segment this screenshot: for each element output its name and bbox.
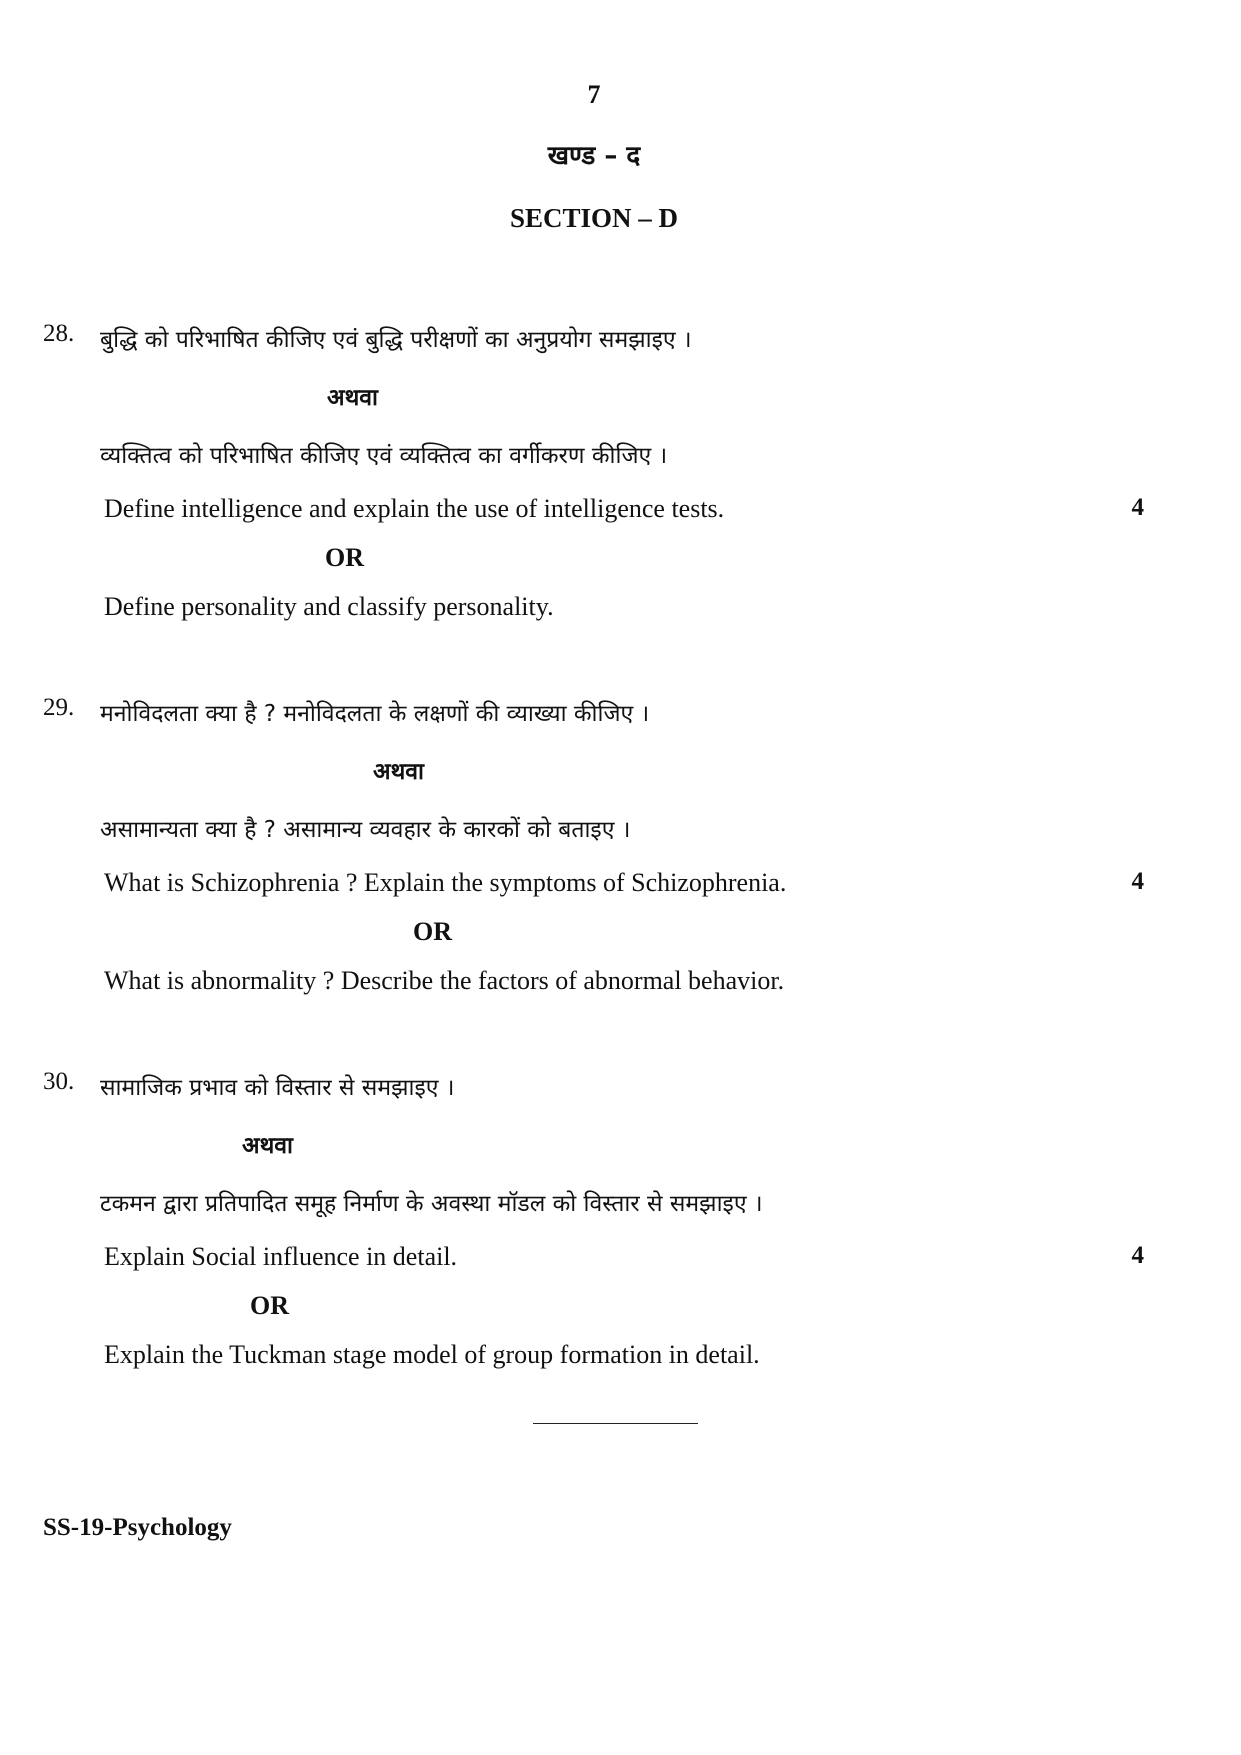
- or-label-hindi: अथवा: [373, 759, 425, 785]
- section-title-english: SECTION – D: [509, 203, 679, 233]
- or-label-hindi: अथवा: [327, 385, 379, 411]
- alternative-question-hindi: असामान्यता क्या है ? असामान्य व्यवहार के कारकों को बताइए ।: [100, 817, 631, 843]
- marks-label: 4: [1131, 1242, 1144, 1269]
- or-label-hindi: अथवा: [242, 1133, 294, 1159]
- marks-label: 4: [1131, 494, 1144, 521]
- question-english: What is Schizophrenia ? Explain the symptoms of Schizophrenia.: [104, 868, 787, 897]
- section-title-hindi: खण्ड – द: [547, 141, 641, 171]
- end-divider: [533, 1423, 698, 1424]
- question-number: 29.: [43, 694, 75, 721]
- question-number: 28.: [43, 320, 75, 347]
- alternative-question-english: Explain the Tuckman stage model of group formation in detail.: [104, 1340, 760, 1369]
- alternative-question-english: Define personality and classify personality.: [104, 592, 554, 621]
- footer-code: SS-19-Psychology: [43, 1514, 232, 1541]
- question-english: Define intelligence and explain the use of intelligence tests.: [104, 494, 725, 523]
- or-label-english: OR: [250, 1291, 289, 1320]
- or-label-english: OR: [413, 917, 452, 946]
- marks-label: 4: [1131, 868, 1144, 895]
- question-hindi: सामाजिक प्रभाव को विस्तार से समझाइए ।: [100, 1075, 455, 1101]
- alternative-question-english: What is abnormality ? Describe the factors of abnormal behavior.: [104, 966, 785, 995]
- page-number: 7: [587, 80, 601, 109]
- question-hindi: बुद्धि को परिभाषित कीजिए एवं बुद्धि परीक्षणों का अनुप्रयोग समझाइए ।: [100, 327, 692, 353]
- or-label-english: OR: [325, 543, 364, 572]
- alternative-question-hindi: टकमन द्वारा प्रतिपादित समूह निर्माण के अवस्था मॉडल को विस्तार से समझाइए ।: [100, 1191, 763, 1217]
- alternative-question-hindi: व्यक्तित्व को परिभाषित कीजिए एवं व्यक्तित्व का वर्गीकरण कीजिए ।: [100, 443, 668, 469]
- question-number: 30.: [43, 1068, 75, 1095]
- question-english: Explain Social influence in detail.: [104, 1242, 458, 1271]
- question-hindi: मनोविदलता क्या है ? मनोविदलता के लक्षणों की व्याख्या कीजिए ।: [100, 701, 650, 727]
